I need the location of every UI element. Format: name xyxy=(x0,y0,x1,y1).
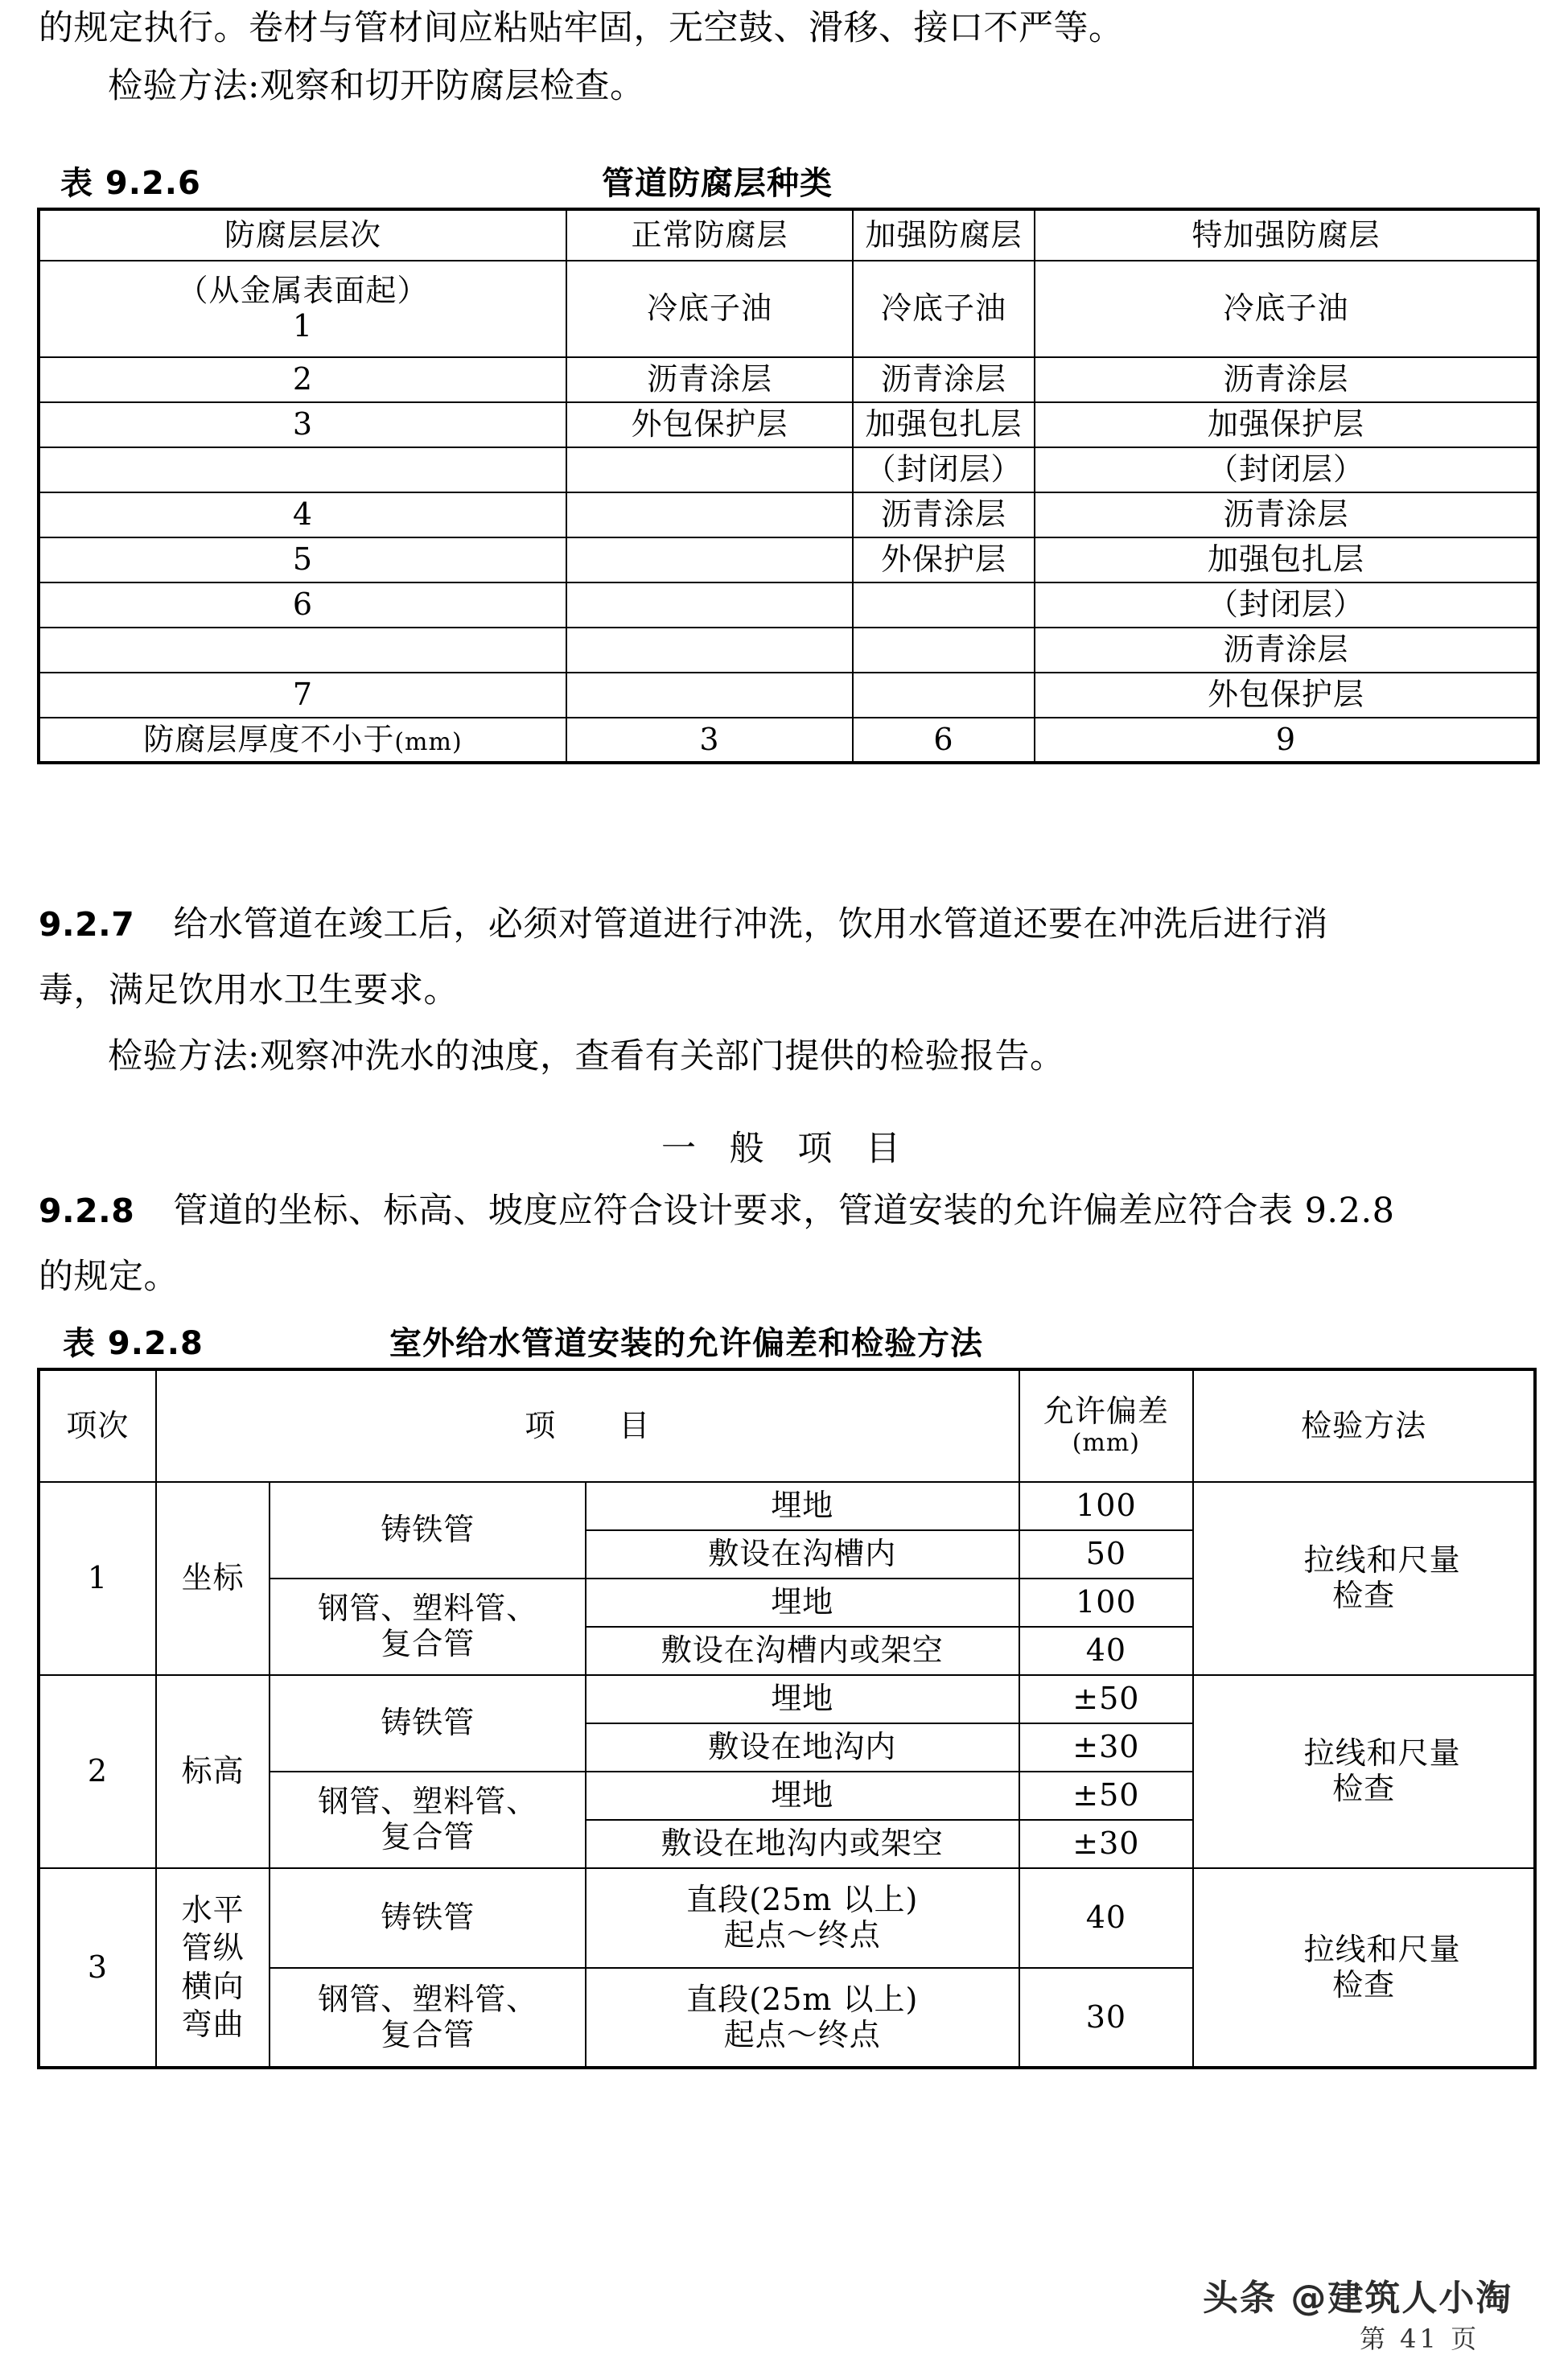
layer-origin-note: （从金属表面起） xyxy=(177,273,429,309)
inspection-method-2 xyxy=(108,1036,1065,1076)
page-number xyxy=(1360,2319,1480,2356)
condition: 埋地 xyxy=(586,1772,1019,1820)
table-926-normal-cell xyxy=(566,673,853,718)
table-926-extra-cell: 加强包扎层 xyxy=(1035,537,1538,582)
inspection-method-cell xyxy=(1193,1868,1535,2068)
tolerance-value: 50 xyxy=(1019,1530,1194,1579)
table-926-normal-cell: 沥青涂层 xyxy=(566,357,853,402)
clause-927-line2: 毒，满足饮用水卫生要求。 xyxy=(39,970,459,1011)
table-926-extra-cell: 外包保护层 xyxy=(1035,673,1538,718)
tolerance-value: 30 xyxy=(1019,1968,1194,2068)
table-928-caption-title xyxy=(389,1318,983,1364)
tolerance-value: ±30 xyxy=(1019,1723,1194,1772)
table-926-header-cell-2: 加强防腐层 xyxy=(853,209,1035,261)
tolerance-value: ±50 xyxy=(1019,1675,1194,1723)
group-name xyxy=(156,1868,270,2068)
group-index: 1 xyxy=(39,1482,156,1675)
table-926-layer-cell: 3 xyxy=(39,402,566,447)
pipe-type-line2: 复合管 xyxy=(381,2016,475,2052)
table-926-strong-cell: 沥青涂层 xyxy=(853,492,1035,537)
pipe-type: 铸铁管 xyxy=(270,1868,586,1968)
table-926-layer-cell xyxy=(39,261,566,357)
paragraph-continued xyxy=(39,8,1124,48)
layer-number: 1 xyxy=(292,308,314,344)
clause-928-number: 9.2.8 xyxy=(39,1192,135,1230)
table-928-caption-label-text: 表 9.2.8 xyxy=(63,1325,204,1362)
table-row xyxy=(39,447,1538,492)
table-926-extra-cell: 沥青涂层 xyxy=(1035,628,1538,673)
table-row xyxy=(39,261,1538,357)
clause-927-line1: 给水管道在竣工后，必须对管道进行冲洗，饮用水管道还要在冲洗后进行消 xyxy=(173,904,1328,945)
table-row xyxy=(39,357,1538,402)
table-926-normal-cell xyxy=(566,447,853,492)
group-index: 2 xyxy=(39,1675,156,1868)
group-name: 标高 xyxy=(156,1675,270,1868)
clause-928-line2-wrap xyxy=(39,1257,179,1297)
pipe-type: 铸铁管 xyxy=(270,1482,586,1579)
table-row xyxy=(39,1675,1535,1723)
table-928-caption-title-text: 室外给水管道安装的允许偏差和检验方法 xyxy=(389,1325,983,1362)
table-926-layer-cell: 5 xyxy=(39,537,566,582)
condition-line1: 直段(25m 以上) xyxy=(686,1882,919,1918)
table-row xyxy=(39,492,1538,537)
table-926-caption-title xyxy=(602,158,833,204)
table-928-header-item: 项 目 xyxy=(156,1369,1019,1482)
table-926-layer-cell xyxy=(39,447,566,492)
table-row xyxy=(39,673,1538,718)
table-926-strong-cell xyxy=(853,628,1035,673)
group-name: 坐标 xyxy=(156,1482,270,1675)
inspection-method-line1: 拉线和尺量 xyxy=(1303,1931,1461,1967)
thickness-label-unit: (mm) xyxy=(394,727,463,756)
group-name-text: 水平管纵横向弯曲 xyxy=(181,1891,245,2042)
table-row xyxy=(39,537,1538,582)
table-928-header-index: 项次 xyxy=(39,1369,156,1482)
tolerance-label: 允许偏差 xyxy=(1043,1393,1169,1430)
clause-928 xyxy=(39,1191,1395,1231)
inspection-method-1 xyxy=(108,66,645,106)
table-926-strong-cell: 外保护层 xyxy=(853,537,1035,582)
tolerance-value: ±50 xyxy=(1019,1772,1194,1820)
table-926-normal-cell: 外包保护层 xyxy=(566,402,853,447)
page-number-text: 第 41 页 xyxy=(1360,2324,1480,2354)
clause-927-number: 9.2.7 xyxy=(39,905,135,944)
condition: 埋地 xyxy=(586,1675,1019,1723)
table-926-extra-cell: 沥青涂层 xyxy=(1035,357,1538,402)
condition xyxy=(586,1868,1019,1968)
inspection-method-line2: 检查 xyxy=(1332,1771,1396,1806)
table-928-caption-label xyxy=(63,1318,204,1364)
inspection-method-line1: 拉线和尺量 xyxy=(1303,1542,1461,1579)
table-row xyxy=(39,1868,1535,1968)
condition: 埋地 xyxy=(586,1482,1019,1530)
tolerance-value: 100 xyxy=(1019,1579,1194,1627)
condition-line2: 起点～终点 xyxy=(723,2016,881,2052)
table-926-strong-cell xyxy=(853,673,1035,718)
table-926-header-row xyxy=(39,209,1538,261)
pipe-type-line1: 钢管、塑料管、 xyxy=(318,1784,538,1820)
table-926-header-cell-1: 正常防腐层 xyxy=(566,209,853,261)
table-926-extra-cell: 冷底子油 xyxy=(1035,261,1538,357)
table-926-caption-label xyxy=(60,158,201,204)
condition: 敷设在沟槽内 xyxy=(586,1530,1019,1579)
table-926-normal-cell: 冷底子油 xyxy=(566,261,853,357)
table-926-header-cell-0: 防腐层层次 xyxy=(39,209,566,261)
table-row xyxy=(39,582,1538,628)
thickness-strong: 6 xyxy=(853,718,1035,763)
pipe-type-line1: 钢管、塑料管、 xyxy=(318,1591,538,1627)
pipe-type-line2: 复合管 xyxy=(381,1819,475,1854)
section-heading-general-items xyxy=(661,1122,912,1171)
condition: 敷设在地沟内或架空 xyxy=(586,1820,1019,1868)
pipe-type-line2: 复合管 xyxy=(381,1626,475,1661)
table-row xyxy=(39,1482,1535,1530)
inspection-method-cell xyxy=(1193,1482,1535,1675)
pipe-type: 铸铁管 xyxy=(270,1675,586,1772)
table-926-strong-cell: 加强包扎层 xyxy=(853,402,1035,447)
table-926-strong-cell xyxy=(853,582,1035,628)
table-926-extra-cell: 沥青涂层 xyxy=(1035,492,1538,537)
table-926-normal-cell xyxy=(566,628,853,673)
condition-line1: 直段(25m 以上) xyxy=(686,1981,919,2017)
inspection-method-cell xyxy=(1193,1675,1535,1868)
condition: 埋地 xyxy=(586,1579,1019,1627)
inspection-method-line1: 拉线和尺量 xyxy=(1303,1735,1461,1772)
table-926-layer-cell: 7 xyxy=(39,673,566,718)
table-926-layer-cell: 6 xyxy=(39,582,566,628)
table-926-header-cell-3: 特加强防腐层 xyxy=(1035,209,1538,261)
thickness-label-cell xyxy=(39,718,566,763)
condition-line2: 起点～终点 xyxy=(723,1917,881,1953)
pipe-type xyxy=(270,1968,586,2068)
table-928-header-method: 检验方法 xyxy=(1193,1369,1535,1482)
thickness-label-text: 防腐层厚度不小于 xyxy=(143,721,395,757)
tolerance-value: 40 xyxy=(1019,1868,1194,1968)
pipe-type xyxy=(270,1579,586,1675)
table-926-caption-title-text: 管道防腐层种类 xyxy=(602,165,833,202)
clause-928-line2: 的规定。 xyxy=(39,1257,179,1297)
table-926-normal-cell xyxy=(566,582,853,628)
clause-928-line1: 管道的坐标、标高、坡度应符合设计要求，管道安装的允许偏差应符合表 9.2.8 xyxy=(173,1191,1395,1231)
condition: 敷设在地沟内 xyxy=(586,1723,1019,1772)
thickness-normal: 3 xyxy=(566,718,853,763)
table-926-footer-row xyxy=(39,718,1538,763)
table-928 xyxy=(37,1368,1537,2069)
table-926-strong-cell: 冷底子油 xyxy=(853,261,1035,357)
table-928-header-tolerance xyxy=(1019,1369,1194,1482)
table-926-strong-cell: 沥青涂层 xyxy=(853,357,1035,402)
tolerance-value: 100 xyxy=(1019,1482,1194,1530)
inspection-method-2-text: 检验方法:观察冲洗水的浊度，查看有关部门提供的检验报告。 xyxy=(108,1036,1065,1076)
table-926-extra-cell: （封闭层） xyxy=(1035,582,1538,628)
pipe-type-line1: 钢管、塑料管、 xyxy=(318,1981,538,2017)
thickness-extra: 9 xyxy=(1035,718,1538,763)
group-index: 3 xyxy=(39,1868,156,2068)
paragraph-continued-text: 的规定执行。卷材与管材间应粘贴牢固，无空鼓、滑移、接口不严等。 xyxy=(39,8,1124,48)
condition xyxy=(586,1968,1019,2068)
table-row xyxy=(39,628,1538,673)
tolerance-value: ±30 xyxy=(1019,1820,1194,1868)
inspection-method-line2: 检查 xyxy=(1332,1966,1396,2003)
table-928-header-row xyxy=(39,1369,1535,1482)
clause-927 xyxy=(39,904,1328,945)
table-926-layer-cell: 4 xyxy=(39,492,566,537)
clause-927-line2-wrap xyxy=(39,970,459,1011)
condition: 敷设在沟槽内或架空 xyxy=(586,1627,1019,1675)
tolerance-value: 40 xyxy=(1019,1627,1194,1675)
tolerance-unit: (mm) xyxy=(1072,1429,1141,1458)
section-heading-text: 一 般 项 目 xyxy=(661,1129,912,1169)
table-926-extra-cell: 加强保护层 xyxy=(1035,402,1538,447)
inspection-method-line2: 检查 xyxy=(1332,1578,1396,1613)
table-row xyxy=(39,402,1538,447)
table-926-caption-label-text: 表 9.2.6 xyxy=(60,165,201,202)
table-926 xyxy=(37,208,1540,764)
table-926-layer-cell xyxy=(39,628,566,673)
watermark-text: 头条 @建筑人小淘 xyxy=(1203,2278,1513,2319)
pipe-type xyxy=(270,1772,586,1868)
watermark xyxy=(1203,2269,1512,2320)
table-926-normal-cell xyxy=(566,492,853,537)
table-926-normal-cell xyxy=(566,537,853,582)
table-926-strong-cell: （封闭层） xyxy=(853,447,1035,492)
inspection-method-1-text: 检验方法:观察和切开防腐层检查。 xyxy=(108,66,645,106)
table-926-layer-cell: 2 xyxy=(39,357,566,402)
table-926-extra-cell: （封闭层） xyxy=(1035,447,1538,492)
